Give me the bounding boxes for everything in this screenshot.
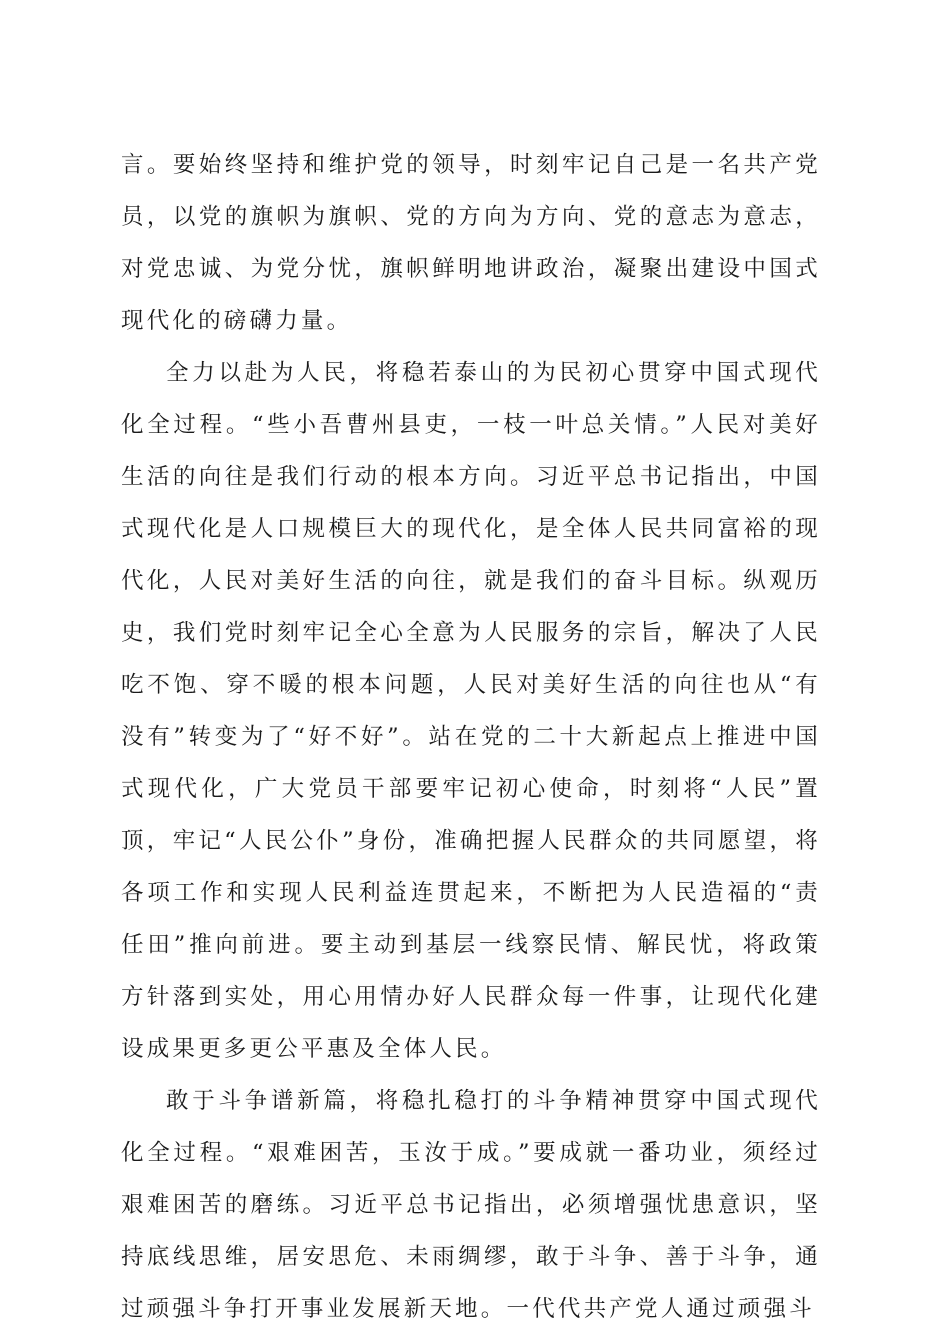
paragraph-2: 全力以赴为人民，将稳若泰山的为民初心贯穿中国式现代化全过程。“些小吾曹州县吏，一枝一叶总关情。”人民对美好生活的向往是我们行动的根本方向。习近平总书记指出，中国式现代化是人口规模巨大的现代化，是全体人民共同富裕的现代化，人民对美好生活的向往，就是我们的奋斗目标。纵观历史，我们党时刻牢记全心全意为人民服务的宗旨，解决了人民吃不饱、穿不暖的根本问题，人民对美好生活的向往也从“有没有”转变为了“好不好”。站在党的二十大新起点上推进中国式现代化，广大党员干部要牢记初心使命，时刻将“人民”置顶，牢记“人民公仆”身份，准确把握人民群众的共同愿望，将各项工作和实现人民利益连贯起来，不断把为人民造福的“责任田”推向前进。要主动到基层一线察民情、解民忧，将政策方针落到实处，用心用情办好人民群众每一件事，让现代化建设成果更多更公平惠及全体人民。 [121, 360, 821, 1062]
document-body [121, 139, 821, 1335]
paragraph-3: 敢于斗争谱新篇，将稳扎稳打的斗争精神贯穿中国式现代化全过程。“艰难困苦，玉汝于成。”要成就一番功业，须经过艰难困苦的磨练。习近平总书记指出，必须增强忧患意识，坚持底线思维，居安思危、未雨绸缪，敢于斗争、善于斗争，通过顽强斗争打开事业发展新天地。一代代共产党人通过顽强斗 [121, 1088, 821, 1322]
paragraph-1: 言。要始终坚持和维护党的领导，时刻牢记自己是一名共产党员，以党的旗帜为旗帜、党的方向为方向、党的意志为意志，对党忠诚、为党分忧，旗帜鲜明地讲政治，凝聚出建设中国式现代化的磅礴力量。 [121, 152, 821, 334]
